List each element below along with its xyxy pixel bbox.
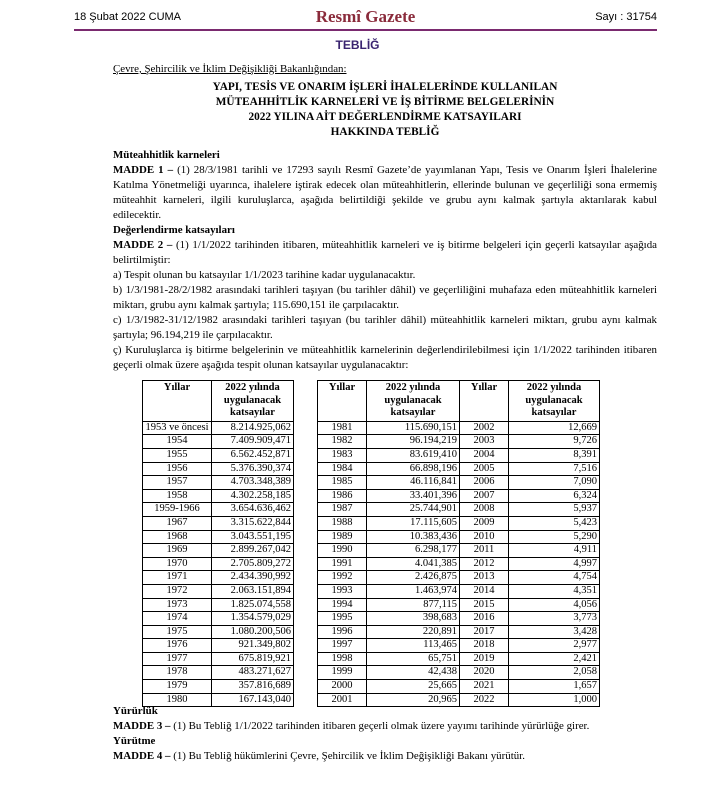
table-row [143,680,294,694]
year-cell: 1997 [318,639,367,653]
coefficient-cell: 5,423 [509,516,600,530]
ministry-name: Çevre, Şehircilik ve İklim Değişikliği Bakanlığından: [113,63,347,75]
coefficient-cell: 921.349,802 [212,639,294,653]
year-cell: 2015 [460,598,509,612]
coefficient-cell: 5,937 [509,503,600,517]
table-row [460,666,600,680]
table-row [318,462,460,476]
table-row [318,693,460,707]
clause-b: b) 1/3/1981-28/2/1982 arasındaki tarihleri taşıyan (bu tarihler dâhil) ve geçerliliğini muhafaza eden müteahhitlik karneleri miktarı, grubu aynı kalmak şartıyla; 115.690,151 ile çarpılacaktır. [113,284,657,311]
year-cell: 1988 [318,516,367,530]
year-cell: 2005 [460,462,509,476]
table-row [460,435,600,449]
table-row [318,544,460,558]
year-cell: 1958 [143,489,212,503]
article-label: MADDE 2 – [113,239,173,251]
article-text: (1) 28/3/1981 tarihli ve 17293 sayılı Resmî Gazete’de yayımlanan Yapı, Tesis ve Onarım İşleri İhalelerine Katılma Yönetmeliği uyarınca, ihalelere iştirak edecek olan müteahhitlerin, ellerinde bulunan ve geçerliliği sona ermemiş müteahhit karneleri, ilgili kuruluşlarca, aşağıda belirtildiği şekilde ve grubu aynı kalmak şartıyla aktarılarak kabul edilecektir. [113,164,657,221]
coefficient-cell: 10.383,436 [367,530,460,544]
article-4 [113,749,657,764]
table-row [460,476,600,490]
coefficient-cell: 12,669 [509,421,600,435]
coefficient-cell: 2,421 [509,652,600,666]
document-heading [113,80,657,140]
coefficient-cell: 115.690,151 [367,421,460,435]
year-cell: 2002 [460,421,509,435]
table-row [460,584,600,598]
gazette-title: Resmî Gazete [315,7,416,26]
year-cell: 2012 [460,557,509,571]
year-cell: 1984 [318,462,367,476]
table-row [460,652,600,666]
coefficient-cell: 220,891 [367,625,460,639]
article-label: MADDE 4 – [113,750,171,762]
coefficient-cell: 33.401,396 [367,489,460,503]
year-cell: 1976 [143,639,212,653]
coefficient-cell: 2,977 [509,639,600,653]
coefficient-cell: 7.409.909,471 [212,435,294,449]
article-3 [113,719,657,734]
coefficient-cell: 5.376.390,374 [212,462,294,476]
year-cell: 1991 [318,557,367,571]
coefficient-cell: 6,324 [509,489,600,503]
gazette-header [74,6,657,30]
year-cell: 1955 [143,448,212,462]
year-cell: 2008 [460,503,509,517]
year-cell: 1971 [143,571,212,585]
year-cell: 2020 [460,666,509,680]
coefficient-cell: 4,056 [509,598,600,612]
coefficient-cell: 65,751 [367,652,460,666]
coefficient-cell: 357.816,689 [212,680,294,694]
table-row [143,503,294,517]
year-cell: 2022 [460,693,509,707]
year-cell: 2016 [460,612,509,626]
article-text: (1) Bu Tebliğ 1/1/2022 tarihinden itibaren geçerli olmak üzere yayımı tarihinde yürürlüğe girer. [170,720,590,732]
article-text: (1) Bu Tebliğ hükümlerini Çevre, Şehircilik ve İklim Değişikliği Bakanı yürütür. [170,750,525,762]
year-cell: 1977 [143,652,212,666]
clause-cc: ç) Kuruluşlarca iş bitirme belgelerinin ve müteahhitlik karnelerinin değerlendirilebilmesi için 1/1/2022 tarihinden itibaren geçerli olmak üzere aşağıda tespit olunan katsayılar uygulanacaktır: [113,344,657,371]
year-cell: 1974 [143,612,212,626]
table-row [143,544,294,558]
table-row [143,476,294,490]
table-row [318,421,460,435]
coefficient-cell: 483.271,627 [212,666,294,680]
table-row [318,639,460,653]
coefficient-cell: 83.619,410 [367,448,460,462]
year-cell: 2017 [460,625,509,639]
year-cell: 2009 [460,516,509,530]
coefficient-cell: 2,058 [509,666,600,680]
article-1 [113,163,657,223]
coefficient-cell: 398,683 [367,612,460,626]
table-row [143,557,294,571]
table-row [143,693,294,707]
year-cell: 2000 [318,680,367,694]
coefficient-cell: 675.819,921 [212,652,294,666]
coefficient-cell: 2.063.151,894 [212,584,294,598]
table-row [143,435,294,449]
table-row [318,503,460,517]
year-cell: 1973 [143,598,212,612]
issue-date: 18 Şubat 2022 CUMA [74,11,182,23]
coefficient-cell: 1,657 [509,680,600,694]
article-text: (1) 1/1/2022 tarihinden itibaren, müteahhitlik karneleri ve iş bitirme belgeleri için geçerli katsayılar aşağıda belirtilmiştir: [113,239,657,266]
table-row [460,693,600,707]
header-rule [74,29,657,31]
year-header: Yıllar [460,381,509,422]
table-row [460,571,600,585]
section-title: Müteahhitlik karneleri [113,149,220,161]
table-row [143,612,294,626]
year-cell: 2001 [318,693,367,707]
coefficient-cell: 1.354.579,029 [212,612,294,626]
year-cell: 1953 ve öncesi [143,421,212,435]
year-cell: 1979 [143,680,212,694]
year-cell: 2004 [460,448,509,462]
coefficient-cell: 4,997 [509,557,600,571]
coefficient-cell: 4.041,385 [367,557,460,571]
coefficient-cell: 6.562.452,871 [212,448,294,462]
coefficient-cell: 1.825.074,558 [212,598,294,612]
year-cell: 1987 [318,503,367,517]
coefficient-cell: 5,290 [509,530,600,544]
issue-number: Sayı : 31754 [595,11,657,23]
table-row [318,625,460,639]
year-cell: 2010 [460,530,509,544]
year-cell: 2019 [460,652,509,666]
year-cell: 1985 [318,476,367,490]
coefficient-cell: 42,438 [367,666,460,680]
coefficient-cell: 113,465 [367,639,460,653]
heading-line: HAKKINDA TEBLİĞ [330,126,440,138]
table-row [460,557,600,571]
year-cell: 1990 [318,544,367,558]
coefficient-cell: 4,754 [509,571,600,585]
coefficient-tables [142,380,657,705]
coefficient-header: 2022 yılında uygulanacak katsayılar [509,381,600,422]
table-row [318,476,460,490]
table-row [460,544,600,558]
coefficient-cell: 2.899.267,042 [212,544,294,558]
year-cell: 2018 [460,639,509,653]
year-cell: 2006 [460,476,509,490]
table-row [318,557,460,571]
section-title: Yürütme [113,735,156,747]
coefficient-cell: 4,911 [509,544,600,558]
coefficient-cell: 9,726 [509,435,600,449]
table-row [143,489,294,503]
year-cell: 1993 [318,584,367,598]
table-row [318,598,460,612]
coefficient-cell: 4.703.348,389 [212,476,294,490]
coefficient-cell: 8,391 [509,448,600,462]
year-cell: 2003 [460,435,509,449]
heading-line: 2022 YILINA AİT DEĞERLENDİRME KATSAYILARI [248,111,522,123]
coefficient-cell: 3.654.636,462 [212,503,294,517]
table-row [318,652,460,666]
table-row [318,448,460,462]
year-cell: 1978 [143,666,212,680]
year-cell: 1968 [143,530,212,544]
table-row [460,503,600,517]
year-cell: 1999 [318,666,367,680]
coefficient-cell: 25.744,901 [367,503,460,517]
coefficient-cell: 25,665 [367,680,460,694]
coefficient-cell: 2.426,875 [367,571,460,585]
coefficient-cell: 1.463,974 [367,584,460,598]
year-header: Yıllar [318,381,367,422]
coefficient-cell: 1.080.200,506 [212,625,294,639]
table-row [143,530,294,544]
year-header: Yıllar [143,381,212,422]
table-row [143,598,294,612]
coefficient-cell: 2.705.809,272 [212,557,294,571]
year-cell: 2011 [460,544,509,558]
table-row [460,612,600,626]
coefficient-cell: 96.194,219 [367,435,460,449]
table-row [143,584,294,598]
year-cell: 1983 [318,448,367,462]
year-cell: 1957 [143,476,212,490]
year-cell: 1998 [318,652,367,666]
section-label: TEBLİĞ [335,38,380,52]
year-cell: 1954 [143,435,212,449]
closing-articles [113,704,657,764]
year-cell: 1959-1966 [143,503,212,517]
coefficient-table [142,380,294,707]
year-cell: 1994 [318,598,367,612]
coefficient-header: 2022 yılında uygulanacak katsayılar [367,381,460,422]
year-cell: 1989 [318,530,367,544]
year-cell: 1956 [143,462,212,476]
year-cell: 2013 [460,571,509,585]
article-label: MADDE 3 – [113,720,171,732]
table-row [318,680,460,694]
year-cell: 1980 [143,693,212,707]
coefficient-cell: 4.302.258,185 [212,489,294,503]
table-row [318,612,460,626]
coefficient-cell: 7,090 [509,476,600,490]
year-cell: 1986 [318,489,367,503]
clause-a: a) Tespit olunan bu katsayılar 1/1/2023 tarihine kadar uygulanacaktır. [113,269,416,281]
year-cell: 1975 [143,625,212,639]
coefficient-cell: 46.116,841 [367,476,460,490]
heading-line: YAPI, TESİS VE ONARIM İŞLERİ İHALELERİNDE KULLANILAN [212,81,558,93]
year-cell: 1992 [318,571,367,585]
table-row [143,652,294,666]
year-cell: 1996 [318,625,367,639]
year-cell: 2007 [460,489,509,503]
coefficient-header: 2022 yılında uygulanacak katsayılar [212,381,294,422]
year-cell: 1995 [318,612,367,626]
clause-c: c) 1/3/1982-31/12/1982 arasındaki tarihleri taşıyan (bu tarihler dâhil) müteahhitlik karneleri miktarı, grubu aynı kalmak şartıyla; 96.194,219 ile çarpılacaktır. [113,314,657,341]
table-row [460,639,600,653]
table-row [460,598,600,612]
table-row [143,462,294,476]
section-title: Değerlendirme katsayıları [113,224,235,236]
table-row [460,448,600,462]
coefficient-cell: 877,115 [367,598,460,612]
year-cell: 1982 [318,435,367,449]
coefficient-table [459,380,600,707]
table-row [460,530,600,544]
coefficient-cell: 1,000 [509,693,600,707]
year-cell: 2014 [460,584,509,598]
section-title: Yürürlük [113,705,158,717]
coefficient-cell: 2.434.390,992 [212,571,294,585]
table-row [143,639,294,653]
article-label: MADDE 1 – [113,164,174,176]
table-row [318,666,460,680]
coefficient-cell: 3.043.551,195 [212,530,294,544]
table-row [143,666,294,680]
coefficient-cell: 17.115,605 [367,516,460,530]
table-row [318,516,460,530]
coefficient-cell: 66.898,196 [367,462,460,476]
table-row [460,421,600,435]
table-row [318,584,460,598]
coefficient-cell: 3,428 [509,625,600,639]
table-row [318,530,460,544]
table-row [460,462,600,476]
table-row [143,448,294,462]
coefficient-cell: 3.315.622,844 [212,516,294,530]
year-cell: 1967 [143,516,212,530]
coefficient-cell: 3,773 [509,612,600,626]
coefficient-cell: 20,965 [367,693,460,707]
table-row [143,516,294,530]
table-row [318,435,460,449]
coefficient-table [317,380,460,707]
coefficient-cell: 6.298,177 [367,544,460,558]
table-row [318,571,460,585]
article-2 [113,238,657,268]
heading-line: MÜTEAHHİTLİK KARNELERİ VE İŞ BİTİRME BELGELERİNİN [215,96,555,108]
year-cell: 1981 [318,421,367,435]
document-body [113,62,657,764]
table-row [318,489,460,503]
table-row [460,489,600,503]
table-row [143,571,294,585]
coefficient-cell: 8.214.925,062 [212,421,294,435]
year-cell: 1972 [143,584,212,598]
table-row [143,625,294,639]
table-row [460,625,600,639]
table-row [143,421,294,435]
coefficient-cell: 167.143,040 [212,693,294,707]
coefficient-cell: 4,351 [509,584,600,598]
table-row [460,516,600,530]
year-cell: 1970 [143,557,212,571]
table-row [460,680,600,694]
coefficient-cell: 7,516 [509,462,600,476]
year-cell: 2021 [460,680,509,694]
year-cell: 1969 [143,544,212,558]
